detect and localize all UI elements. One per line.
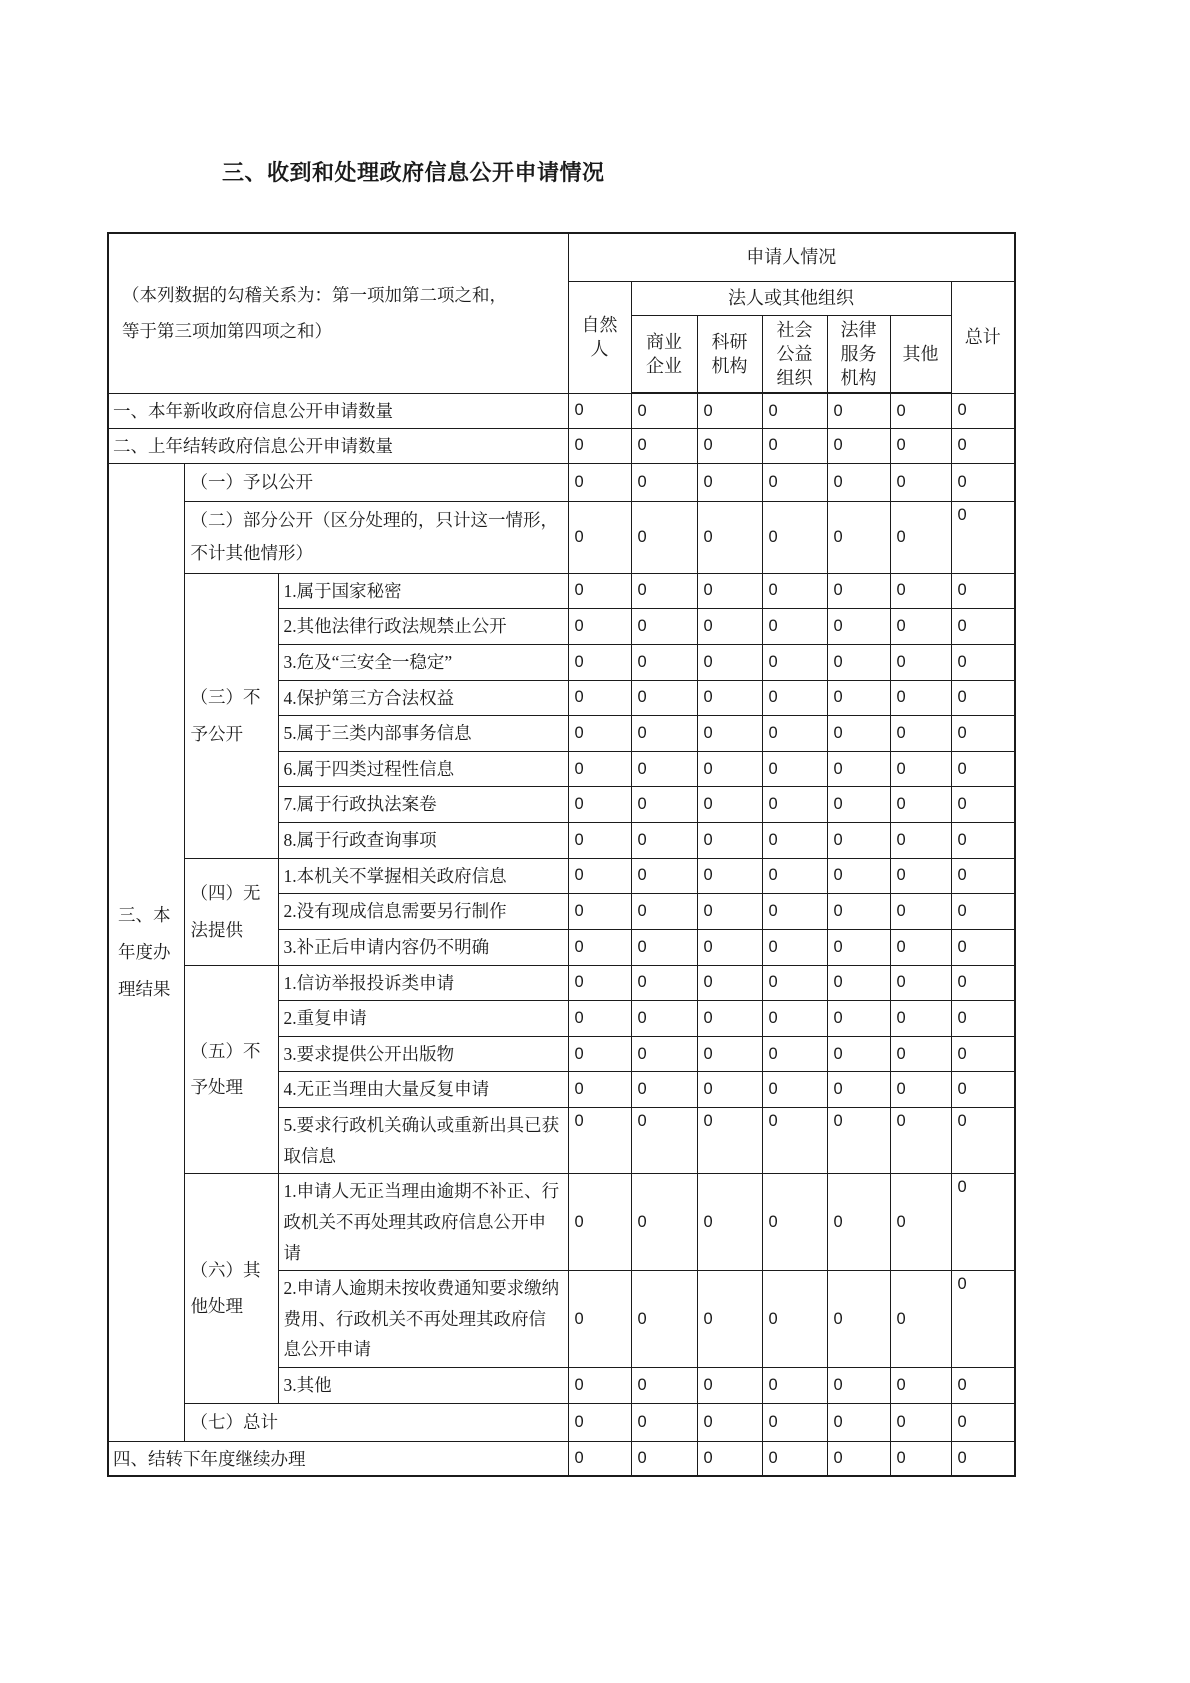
value-cell: 0 bbox=[951, 894, 1015, 930]
value-cell: 0 bbox=[631, 823, 697, 859]
value-cell: 0 bbox=[951, 823, 1015, 859]
value-cell: 0 bbox=[697, 1072, 762, 1108]
value-cell: 0 bbox=[631, 1174, 697, 1271]
value-cell: 0 bbox=[827, 1108, 890, 1174]
value-cell: 0 bbox=[827, 787, 890, 823]
table-note bbox=[108, 233, 568, 393]
item-label: 8.属于行政查询事项 bbox=[278, 823, 568, 859]
value-cell: 0 bbox=[890, 858, 951, 894]
value-cell: 0 bbox=[762, 644, 827, 680]
value-cell: 0 bbox=[762, 787, 827, 823]
value-cell: 0 bbox=[951, 644, 1015, 680]
value-cell: 0 bbox=[697, 1368, 762, 1404]
value-cell: 0 bbox=[827, 463, 890, 501]
value-cell: 0 bbox=[827, 393, 890, 428]
value-cell: 0 bbox=[951, 929, 1015, 965]
value-cell: 0 bbox=[890, 609, 951, 645]
value-cell: 0 bbox=[568, 716, 631, 752]
header-legal-group: 法人或其他组织 bbox=[631, 281, 951, 315]
value-cell: 0 bbox=[951, 680, 1015, 716]
value-cell: 0 bbox=[697, 680, 762, 716]
item-label: 3.补正后申请内容仍不明确 bbox=[278, 929, 568, 965]
value-cell: 0 bbox=[890, 428, 951, 463]
value-cell: 0 bbox=[890, 1368, 951, 1404]
value-cell: 0 bbox=[762, 428, 827, 463]
value-cell: 0 bbox=[951, 393, 1015, 428]
table-row bbox=[108, 1403, 1015, 1441]
value-cell: 0 bbox=[890, 787, 951, 823]
value-cell: 0 bbox=[890, 965, 951, 1001]
value-cell: 0 bbox=[762, 929, 827, 965]
value-cell: 0 bbox=[827, 502, 890, 574]
value-cell: 0 bbox=[697, 965, 762, 1001]
value-cell: 0 bbox=[951, 1036, 1015, 1072]
value-cell: 0 bbox=[568, 965, 631, 1001]
value-cell: 0 bbox=[697, 787, 762, 823]
section-label: 三、本年度办理结果 bbox=[108, 463, 184, 1441]
row-label: 四、结转下年度继续办理 bbox=[108, 1441, 568, 1476]
value-cell: 0 bbox=[697, 716, 762, 752]
value-cell: 0 bbox=[568, 428, 631, 463]
value-cell: 0 bbox=[631, 1368, 697, 1404]
item-label: 4.无正当理由大量反复申请 bbox=[278, 1072, 568, 1108]
value-cell: 0 bbox=[697, 1174, 762, 1271]
value-cell: 0 bbox=[568, 644, 631, 680]
value-cell: 0 bbox=[762, 1368, 827, 1404]
header-col-legal-service: 法律服务机构 bbox=[827, 315, 890, 393]
value-cell: 0 bbox=[951, 1441, 1015, 1476]
value-cell: 0 bbox=[762, 965, 827, 1001]
value-cell: 0 bbox=[631, 965, 697, 1001]
gov-info-request-table bbox=[107, 232, 1016, 1477]
group-label: （六）其他处理 bbox=[184, 1174, 278, 1403]
item-label: 2.其他法律行政法规禁止公开 bbox=[278, 609, 568, 645]
value-cell: 0 bbox=[827, 751, 890, 787]
table-row bbox=[108, 1174, 1015, 1271]
value-cell: 0 bbox=[951, 573, 1015, 609]
value-cell: 0 bbox=[827, 644, 890, 680]
value-cell: 0 bbox=[951, 716, 1015, 752]
group-label: （二）部分公开（区分处理的，只计这一情形，不计其他情形） bbox=[184, 502, 568, 574]
value-cell: 0 bbox=[762, 1072, 827, 1108]
value-cell: 0 bbox=[697, 644, 762, 680]
value-cell: 0 bbox=[762, 894, 827, 930]
value-cell: 0 bbox=[827, 1072, 890, 1108]
value-cell: 0 bbox=[951, 858, 1015, 894]
value-cell: 0 bbox=[631, 858, 697, 894]
value-cell: 0 bbox=[890, 573, 951, 609]
value-cell: 0 bbox=[568, 858, 631, 894]
value-cell: 0 bbox=[631, 502, 697, 574]
value-cell: 0 bbox=[568, 1001, 631, 1037]
header-applicant-group: 申请人情况 bbox=[568, 233, 1015, 281]
value-cell: 0 bbox=[631, 463, 697, 501]
value-cell: 0 bbox=[568, 823, 631, 859]
value-cell: 0 bbox=[631, 1271, 697, 1368]
table-row bbox=[108, 428, 1015, 463]
value-cell: 0 bbox=[762, 716, 827, 752]
value-cell: 0 bbox=[697, 1108, 762, 1174]
header-col-other: 其他 bbox=[890, 315, 951, 393]
value-cell: 0 bbox=[568, 929, 631, 965]
item-label: 2.没有现成信息需要另行制作 bbox=[278, 894, 568, 930]
item-label: 1.属于国家秘密 bbox=[278, 573, 568, 609]
value-cell: 0 bbox=[631, 393, 697, 428]
value-cell: 0 bbox=[631, 716, 697, 752]
value-cell: 0 bbox=[762, 463, 827, 501]
table-row bbox=[108, 965, 1015, 1001]
value-cell: 0 bbox=[951, 609, 1015, 645]
value-cell: 0 bbox=[568, 573, 631, 609]
item-label: 1.本机关不掌握相关政府信息 bbox=[278, 858, 568, 894]
value-cell: 0 bbox=[568, 751, 631, 787]
value-cell: 0 bbox=[951, 463, 1015, 501]
table-row bbox=[108, 858, 1015, 894]
value-cell: 0 bbox=[697, 823, 762, 859]
value-cell: 0 bbox=[762, 1108, 827, 1174]
value-cell: 0 bbox=[697, 463, 762, 501]
value-cell: 0 bbox=[890, 393, 951, 428]
value-cell: 0 bbox=[762, 823, 827, 859]
item-label: 1.申请人无正当理由逾期不补正、行政机关不再处理其政府信息公开申请 bbox=[278, 1174, 568, 1271]
value-cell: 0 bbox=[890, 823, 951, 859]
value-cell: 0 bbox=[762, 502, 827, 574]
table-row bbox=[108, 463, 1015, 501]
value-cell: 0 bbox=[951, 1108, 1015, 1174]
value-cell: 0 bbox=[697, 1036, 762, 1072]
value-cell: 0 bbox=[697, 1271, 762, 1368]
value-cell: 0 bbox=[568, 609, 631, 645]
value-cell: 0 bbox=[568, 894, 631, 930]
value-cell: 0 bbox=[762, 1174, 827, 1271]
value-cell: 0 bbox=[568, 1072, 631, 1108]
value-cell: 0 bbox=[951, 787, 1015, 823]
value-cell: 0 bbox=[762, 1036, 827, 1072]
value-cell: 0 bbox=[631, 609, 697, 645]
value-cell: 0 bbox=[827, 1001, 890, 1037]
value-cell: 0 bbox=[951, 1174, 1015, 1271]
value-cell: 0 bbox=[827, 680, 890, 716]
value-cell: 0 bbox=[697, 609, 762, 645]
value-cell: 0 bbox=[697, 393, 762, 428]
header-col-natural-person: 自然人 bbox=[568, 281, 631, 393]
header-col-research: 科研机构 bbox=[697, 315, 762, 393]
value-cell: 0 bbox=[568, 502, 631, 574]
table-body bbox=[108, 393, 1015, 1476]
item-label: 4.保护第三方合法权益 bbox=[278, 680, 568, 716]
value-cell: 0 bbox=[631, 894, 697, 930]
section-title: 三、收到和处理政府信息公开申请情况 bbox=[222, 160, 605, 185]
value-cell: 0 bbox=[697, 1001, 762, 1037]
value-cell: 0 bbox=[827, 929, 890, 965]
value-cell: 0 bbox=[568, 680, 631, 716]
group-label: （四）无法提供 bbox=[184, 858, 278, 965]
value-cell: 0 bbox=[890, 1403, 951, 1441]
value-cell: 0 bbox=[697, 1403, 762, 1441]
value-cell: 0 bbox=[762, 858, 827, 894]
value-cell: 0 bbox=[631, 1108, 697, 1174]
table-row bbox=[108, 502, 1015, 574]
value-cell: 0 bbox=[890, 1036, 951, 1072]
value-cell: 0 bbox=[631, 787, 697, 823]
value-cell: 0 bbox=[890, 1174, 951, 1271]
value-cell: 0 bbox=[827, 1271, 890, 1368]
value-cell: 0 bbox=[568, 1036, 631, 1072]
item-label: 3.其他 bbox=[278, 1368, 568, 1404]
item-label: 3.要求提供公开出版物 bbox=[278, 1036, 568, 1072]
row-label: 一、本年新收政府信息公开申请数量 bbox=[108, 393, 568, 428]
value-cell: 0 bbox=[890, 1072, 951, 1108]
table-row bbox=[108, 393, 1015, 428]
value-cell: 0 bbox=[631, 751, 697, 787]
value-cell: 0 bbox=[697, 858, 762, 894]
value-cell: 0 bbox=[631, 929, 697, 965]
value-cell: 0 bbox=[697, 502, 762, 574]
value-cell: 0 bbox=[697, 1441, 762, 1476]
value-cell: 0 bbox=[631, 680, 697, 716]
value-cell: 0 bbox=[762, 1441, 827, 1476]
value-cell: 0 bbox=[697, 751, 762, 787]
header-row-1 bbox=[108, 233, 1015, 281]
value-cell: 0 bbox=[631, 1072, 697, 1108]
header-col-public-welfare: 社会公益组织 bbox=[762, 315, 827, 393]
value-cell: 0 bbox=[762, 393, 827, 428]
table-header bbox=[108, 233, 1015, 393]
value-cell: 0 bbox=[827, 894, 890, 930]
value-cell: 0 bbox=[951, 502, 1015, 574]
item-label: 3.危及“三安全一稳定” bbox=[278, 644, 568, 680]
value-cell: 0 bbox=[951, 965, 1015, 1001]
value-cell: 0 bbox=[890, 929, 951, 965]
table-row bbox=[108, 1441, 1015, 1476]
value-cell: 0 bbox=[827, 1368, 890, 1404]
value-cell: 0 bbox=[951, 1001, 1015, 1037]
value-cell: 0 bbox=[827, 716, 890, 752]
value-cell: 0 bbox=[951, 1368, 1015, 1404]
value-cell: 0 bbox=[762, 1271, 827, 1368]
value-cell: 0 bbox=[631, 1001, 697, 1037]
value-cell: 0 bbox=[890, 1271, 951, 1368]
value-cell: 0 bbox=[697, 929, 762, 965]
value-cell: 0 bbox=[890, 751, 951, 787]
value-cell: 0 bbox=[568, 1174, 631, 1271]
header-col-commercial: 商业企业 bbox=[631, 315, 697, 393]
group-label: （一）予以公开 bbox=[184, 463, 568, 501]
item-label: 2.申请人逾期未按收费通知要求缴纳费用、行政机关不再处理其政府信息公开申请 bbox=[278, 1271, 568, 1368]
value-cell: 0 bbox=[568, 1271, 631, 1368]
value-cell: 0 bbox=[827, 609, 890, 645]
value-cell: 0 bbox=[631, 428, 697, 463]
item-label: 7.属于行政执法案卷 bbox=[278, 787, 568, 823]
value-cell: 0 bbox=[827, 965, 890, 1001]
value-cell: 0 bbox=[697, 894, 762, 930]
value-cell: 0 bbox=[827, 428, 890, 463]
value-cell: 0 bbox=[951, 751, 1015, 787]
group-label: （七）总计 bbox=[184, 1403, 568, 1441]
value-cell: 0 bbox=[890, 716, 951, 752]
value-cell: 0 bbox=[827, 823, 890, 859]
value-cell: 0 bbox=[631, 644, 697, 680]
value-cell: 0 bbox=[631, 1036, 697, 1072]
value-cell: 0 bbox=[951, 1403, 1015, 1441]
header-col-total: 总计 bbox=[951, 281, 1015, 393]
item-label: 1.信访举报投诉类申请 bbox=[278, 965, 568, 1001]
value-cell: 0 bbox=[827, 1036, 890, 1072]
table-row bbox=[108, 573, 1015, 609]
value-cell: 0 bbox=[697, 428, 762, 463]
value-cell: 0 bbox=[568, 1441, 631, 1476]
value-cell: 0 bbox=[762, 1403, 827, 1441]
value-cell: 0 bbox=[890, 1441, 951, 1476]
value-cell: 0 bbox=[568, 787, 631, 823]
value-cell: 0 bbox=[631, 1441, 697, 1476]
item-label: 5.属于三类内部事务信息 bbox=[278, 716, 568, 752]
value-cell: 0 bbox=[827, 1403, 890, 1441]
value-cell: 0 bbox=[890, 680, 951, 716]
value-cell: 0 bbox=[827, 1174, 890, 1271]
value-cell: 0 bbox=[827, 573, 890, 609]
value-cell: 0 bbox=[762, 751, 827, 787]
value-cell: 0 bbox=[762, 680, 827, 716]
value-cell: 0 bbox=[631, 573, 697, 609]
value-cell: 0 bbox=[697, 573, 762, 609]
value-cell: 0 bbox=[890, 1108, 951, 1174]
value-cell: 0 bbox=[951, 428, 1015, 463]
value-cell: 0 bbox=[890, 502, 951, 574]
row-label: 二、上年结转政府信息公开申请数量 bbox=[108, 428, 568, 463]
value-cell: 0 bbox=[762, 609, 827, 645]
value-cell: 0 bbox=[827, 858, 890, 894]
value-cell: 0 bbox=[568, 1403, 631, 1441]
table-note-text: （本列数据的勾稽关系为：第一项加第二项之和，等于第三项加第四项之和） bbox=[122, 284, 507, 342]
item-label: 6.属于四类过程性信息 bbox=[278, 751, 568, 787]
item-label: 5.要求行政机关确认或重新出具已获取信息 bbox=[278, 1108, 568, 1174]
value-cell: 0 bbox=[568, 463, 631, 501]
group-label: （三）不予公开 bbox=[184, 573, 278, 858]
value-cell: 0 bbox=[827, 1441, 890, 1476]
value-cell: 0 bbox=[568, 1108, 631, 1174]
value-cell: 0 bbox=[951, 1271, 1015, 1368]
value-cell: 0 bbox=[631, 1403, 697, 1441]
value-cell: 0 bbox=[762, 1001, 827, 1037]
value-cell: 0 bbox=[890, 463, 951, 501]
value-cell: 0 bbox=[890, 644, 951, 680]
value-cell: 0 bbox=[890, 1001, 951, 1037]
group-label: （五）不予处理 bbox=[184, 965, 278, 1174]
item-label: 2.重复申请 bbox=[278, 1001, 568, 1037]
value-cell: 0 bbox=[890, 894, 951, 930]
value-cell: 0 bbox=[568, 393, 631, 428]
value-cell: 0 bbox=[951, 1072, 1015, 1108]
value-cell: 0 bbox=[762, 573, 827, 609]
value-cell: 0 bbox=[568, 1368, 631, 1404]
